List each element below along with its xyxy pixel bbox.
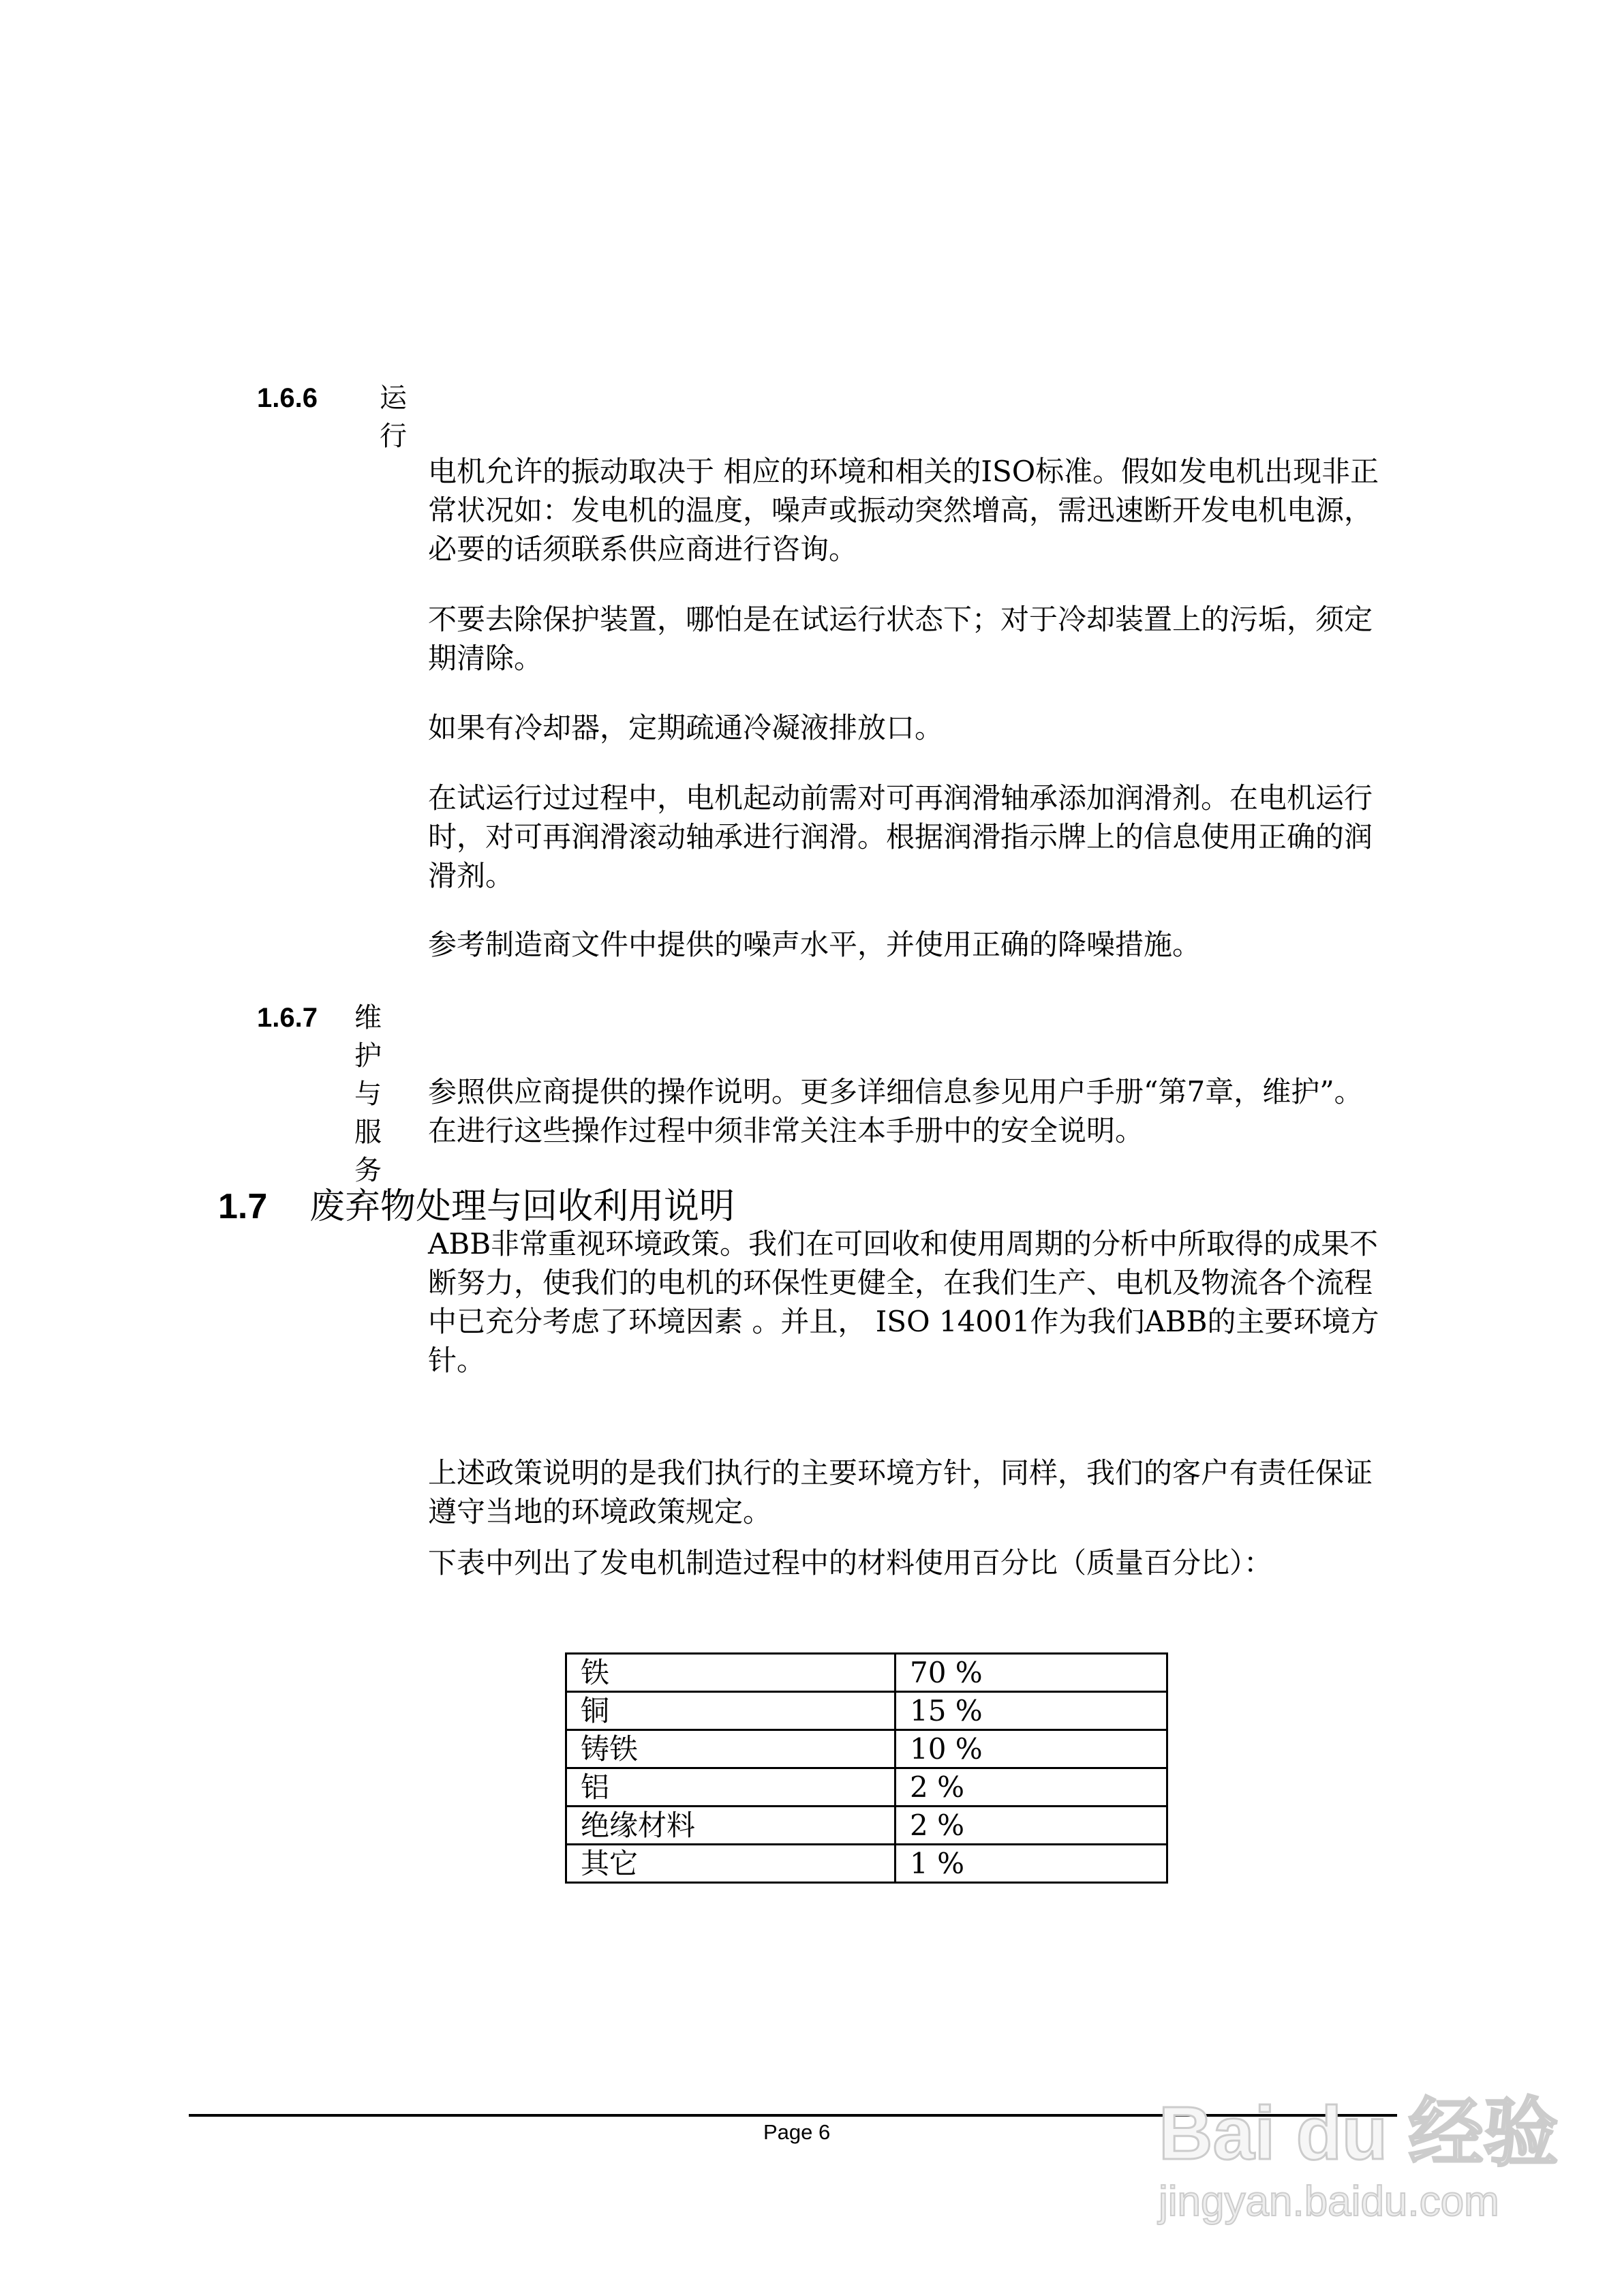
text-line: 遵守当地的环境政策规定。 [428,1495,772,1528]
baidu-watermark [1159,2093,1559,2229]
section-title: 维护与服务 [354,1002,382,1186]
percent-cell: 15 % [896,1692,1167,1730]
watermark-brand: Bai du 经验 [1159,2091,1559,2175]
text-line: 必要的话须联系供应商进行咨询。 [428,532,858,566]
paragraph-lubrication [428,779,1443,895]
material-cell: 其它 [566,1845,896,1883]
percent-cell: 2 % [896,1807,1167,1845]
text-line: 断努力，使我们的电机的环保性更健全，在我们生产、电机及物流各个流程 [428,1266,1373,1299]
section-heading-1-6-6 [257,379,407,452]
section-title: 废弃物处理与回收利用说明 [309,1186,735,1227]
paragraph-cooler [428,708,1443,747]
percent-cell: 70 % [896,1654,1167,1692]
text-line: 不要去除保护装置，哪怕是在试运行状态下；对于冷却装置上的污垢，须定 [428,603,1373,636]
paragraph-protection [428,600,1443,678]
material-cell: 绝缘材料 [566,1807,896,1845]
table-row [566,1807,1167,1845]
table-row [566,1692,1167,1730]
text-line: 滑剂。 [428,859,515,892]
section-number: 1.6.6 [257,383,318,413]
watermark-url: jingyan.baidu.com [1159,2178,1499,2225]
section-heading-1-7 [218,1183,735,1230]
paragraph-vibration [428,452,1443,569]
percent-cell: 10 % [896,1730,1167,1768]
text-line: 在进行这些操作过程中须非常关注本手册中的安全说明。 [428,1114,1144,1147]
text-line: 常状况如：发电机的温度，噪声或振动突然增高，需迅速断开发电机电源， [428,494,1373,527]
material-cell: 铜 [566,1692,896,1730]
paragraph-noise [428,925,1443,964]
text-line: ABB非常重视环境政策。我们在可回收和使用周期的分析中所取得的成果不 [428,1227,1379,1260]
paragraph-maintenance [428,1072,1443,1150]
table-row [566,1654,1167,1692]
materials-table [565,1652,1168,1884]
text-line: 时，对可再润滑滚动轴承进行润滑。根据润滑指示牌上的信息使用正确的润 [428,820,1373,854]
paragraph-customer-responsibility [428,1453,1443,1531]
text-line: 下表中列出了发电机制造过程中的材料使用百分比（质量百分比）： [428,1546,1273,1580]
paragraph-environment-policy [428,1224,1443,1380]
text-line: 在试运行过过程中，电机起动前需对可再润滑轴承添加润滑剂。在电机运行 [428,781,1373,815]
material-cell: 铁 [566,1654,896,1692]
text-line: 参考制造商文件中提供的噪声水平，并使用正确的降噪措施。 [428,928,1202,961]
text-line: 如果有冷却器，定期疏通冷凝液排放口。 [428,711,944,744]
material-cell: 铸铁 [566,1730,896,1768]
text-line: 电机允许的振动取决于 相应的环境和相关的ISO标准。假如发电机出现非正 [428,455,1379,488]
section-number: 1.7 [218,1187,268,1226]
section-title: 运行 [380,382,407,452]
text-line: 针。 [428,1344,486,1377]
material-cell: 铝 [566,1768,896,1807]
table-row [566,1730,1167,1768]
page-number: Page 6 [763,2120,831,2144]
section-heading-1-6-7 [257,999,382,1186]
section-number: 1.6.7 [257,1003,318,1033]
table-row [566,1845,1167,1883]
table-row [566,1768,1167,1807]
percent-cell: 2 % [896,1768,1167,1807]
text-line: 中已充分考虑了环境因素 。并且， ISO 14001作为我们ABB的主要环境方 [428,1305,1379,1338]
text-line: 上述政策说明的是我们执行的主要环境方针，同样，我们的客户有责任保证 [428,1456,1373,1490]
text-line: 期清除。 [428,641,543,675]
percent-cell: 1 % [896,1845,1167,1883]
paragraph-table-intro [428,1543,1443,1582]
text-line: 参照供应商提供的操作说明。更多详细信息参见用户手册“第7章，维护”。 [428,1075,1363,1108]
